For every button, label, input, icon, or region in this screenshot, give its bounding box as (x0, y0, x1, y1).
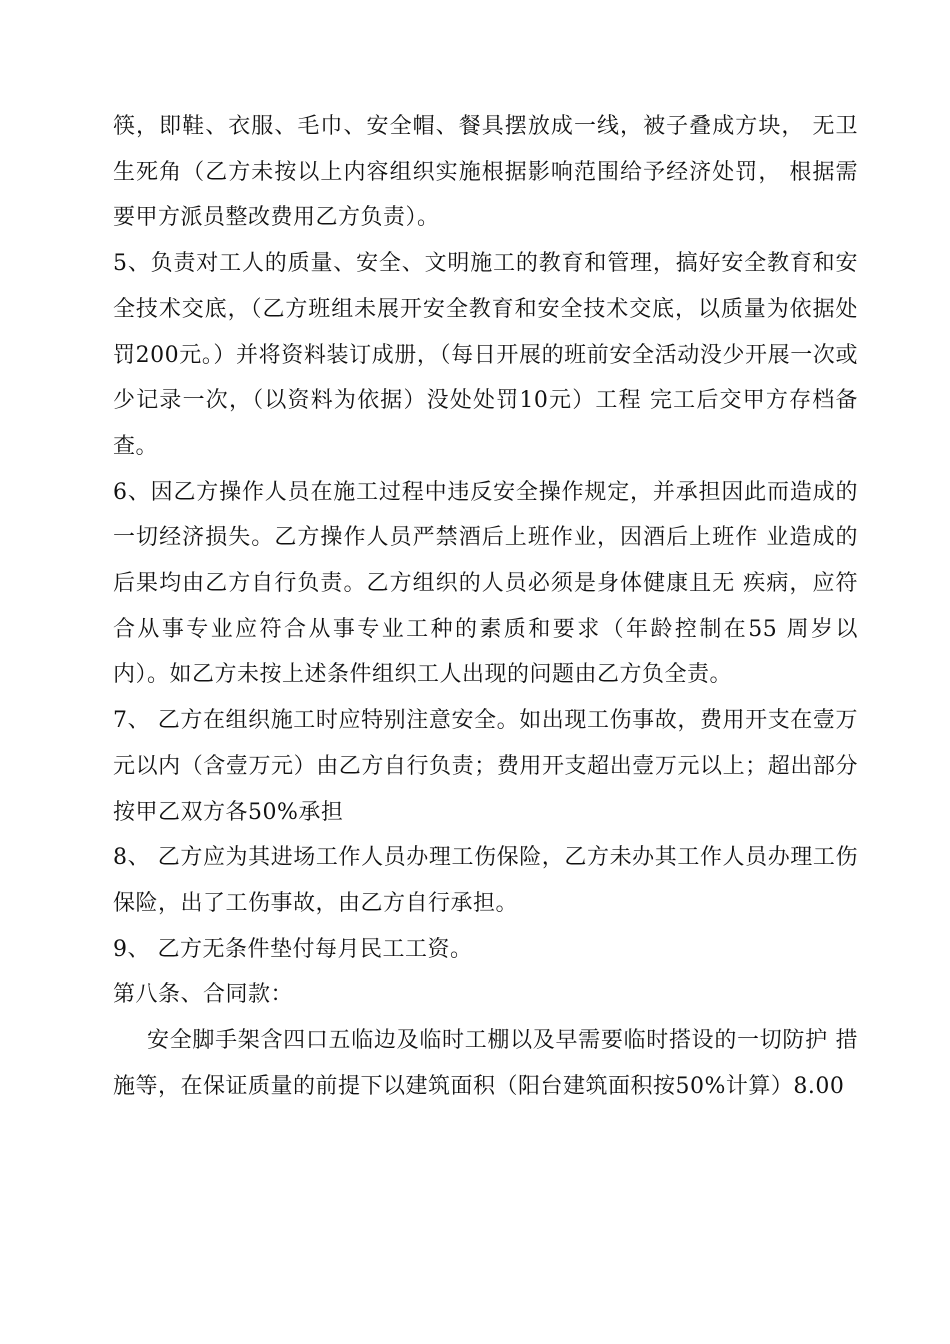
paragraph-item-5: 5、负责对工人的质量、安全、文明施工的教育和管理，搞好安全教育和安全技术交底，（乙方班组未展开安全教育和安全技术交底，以质量为依据处罚200元。）并将资料装订成册，（每日开展的班前安全活动没少开展一次或少记录一次，（以资料为依据）没处处罚10元）工程 完工后交甲方存档备查。 (113, 251, 858, 459)
paragraph-item-7: 7、 乙方在组织施工时应特别注意安全。如出现工伤事故，费用开支在壹万元以内（含壹万元）由乙方自行负责；费用开支超出壹万元以上；超出部分按甲乙双方各50%承担 (113, 708, 858, 825)
paragraph-item-6: 6、因乙方操作人员在施工过程中违反安全操作规定，并承担因此而造成的一切经济损失。乙方操作人员严禁酒后上班作业，因酒后上班作 业造成的后果均由乙方自行负责。乙方组织的人员必须是身体健康且无 疾病，应符合从事专业应符合从事专业工种的素质和要求（年龄控制在55 周岁以内）。如乙方未按上述条件组织工人出现的问题由乙方负全责。 (113, 479, 858, 688)
document-body (113, 104, 858, 1109)
paragraph-item-9: 9、 乙方无条件垫付每月民工工资。 (113, 936, 473, 962)
paragraph-item-8: 8、 乙方应为其进场工作人员办理工伤保险，乙方未办其工作人员办理工伤保险，出了工伤事故，由乙方自行承担。 (113, 845, 858, 916)
section-heading-article-8: 第八条、合同款： (113, 982, 294, 1008)
paragraph-continuation: 筷，即鞋、衣服、毛巾、安全帽、餐具摆放成一线，被子叠成方块， 无卫生死角（乙方未按以上内容组织实施根据影响范围给予经济处罚， 根据需要甲方派员整改费用乙方负责）。 (113, 114, 858, 231)
paragraph-contract-price: 安全脚手架含四口五临边及临时工棚以及早需要临时搭设的一切防护 措施等，在保证质量的前提下以建筑面积（阳台建筑面积按50%计算）8.00 (113, 1028, 858, 1099)
